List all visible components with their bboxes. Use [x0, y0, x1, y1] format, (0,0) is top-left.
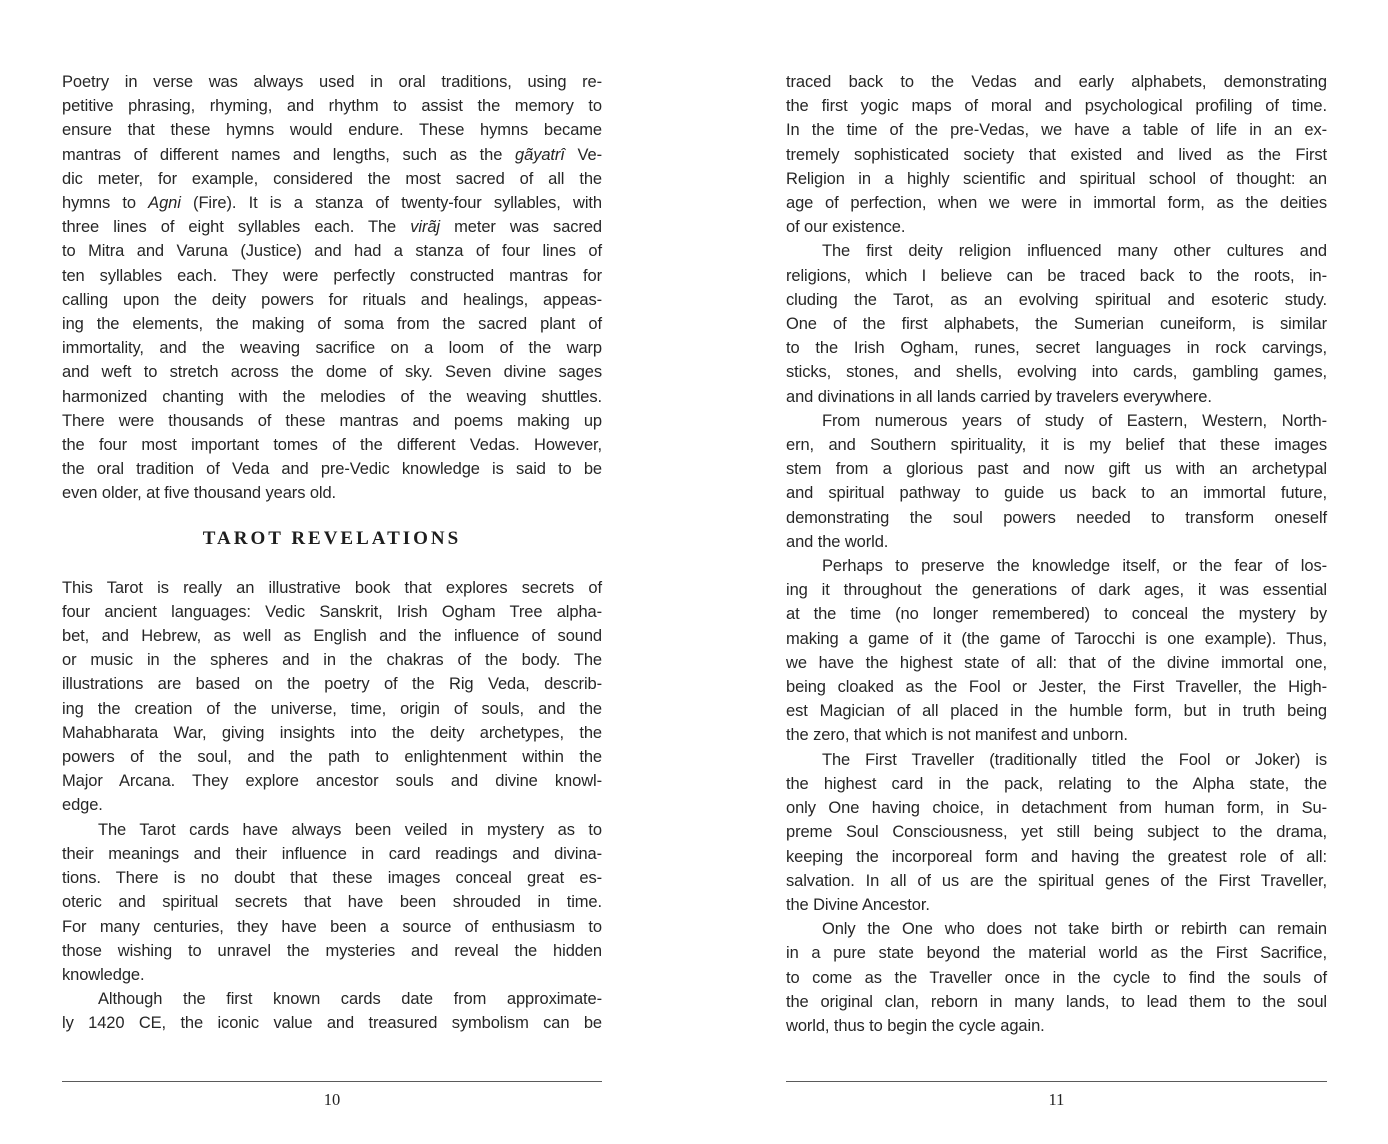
- paragraph: [786, 409, 1327, 554]
- text-line: ly 1420 CE, the iconic value and treasured symbolism can be: [62, 1014, 602, 1033]
- text-line: we have the highest state of all: that of the divine immortal one,: [786, 653, 1327, 672]
- text-line: the four most important tomes of the different Vedas. However,: [62, 436, 602, 455]
- text-line: powers of the soul, and the path to enlightenment within the: [62, 748, 602, 767]
- text-line: to come as the Traveller once in the cycle to find the souls of: [786, 968, 1327, 987]
- text-line: religions, which I believe can be traced back to the roots, in-: [786, 266, 1327, 285]
- text-line: ten syllables each. They were perfectly constructed mantras for: [62, 266, 602, 285]
- text-line: hymns to Agni (Fire). It is a stanza of twenty-four syllables, with: [62, 194, 602, 213]
- text-line: demonstrating the soul powers needed to transform oneself: [786, 508, 1327, 527]
- text-line: even older, at five thousand years old.: [62, 484, 337, 503]
- text-line: their meanings and their influence in card readings and divina-: [62, 844, 602, 863]
- text-line: One of the first alphabets, the Sumerian cuneiform, is similar: [786, 315, 1327, 334]
- paragraph: [62, 818, 602, 987]
- text-line: mantras of different names and lengths, such as the gãyatrî Ve-: [62, 145, 602, 164]
- text-line: This Tarot is really an illustrative book that explores secrets of: [62, 578, 602, 597]
- text-line: traced back to the Vedas and early alphabets, demonstrating: [786, 73, 1327, 91]
- text-line: There were thousands of these mantras and poems making up: [62, 411, 602, 430]
- text-line: three lines of eight syllables each. The virãj meter was sacred: [62, 218, 602, 237]
- text-line: stem from a glorious past and now gift us with an archetypal: [786, 460, 1327, 479]
- text-line: four ancient languages: Vedic Sanskrit, Irish Ogham Tree alpha-: [62, 602, 602, 621]
- text-line: For many centuries, they have been a source of enthusiasm to: [62, 917, 602, 936]
- text-line: est Magician of all placed in the humble form, but in truth being: [786, 702, 1327, 721]
- paragraph: [786, 554, 1327, 748]
- section-heading: TAROT REVELATIONS: [202, 527, 462, 549]
- text-line: of our existence.: [786, 218, 906, 237]
- text-line: calling upon the deity powers for rituals and healings, appeas-: [62, 290, 602, 309]
- page-right: [786, 70, 1327, 1130]
- text-line: and the world.: [786, 532, 889, 551]
- text-line: immortality, and the weaving sacrifice on a loom of the warp: [62, 339, 602, 358]
- text-line: and spiritual pathway to guide us back to an immortal future,: [786, 484, 1327, 503]
- text-line: Religion in a highly scientific and spiritual school of thought: an: [786, 169, 1327, 188]
- page-body-left: [62, 70, 602, 1036]
- text-line: at the time (no longer remembered) to conceal the mystery by: [786, 605, 1327, 624]
- text-line: salvation. In all of us are the spiritual genes of the First Traveller,: [786, 871, 1327, 890]
- text-line: From numerous years of study of Eastern, Western, North-: [822, 411, 1327, 430]
- text-line: ing the creation of the universe, time, origin of souls, and the: [62, 699, 602, 718]
- paragraph: [62, 576, 602, 818]
- text-line: The first deity religion influenced many other cultures and: [822, 242, 1327, 261]
- footer-rule: [786, 1081, 1327, 1082]
- text-line: illustrations are based on the poetry of the Rig Veda, describ-: [62, 675, 602, 694]
- text-line: tions. There is no doubt that these images conceal great es-: [62, 869, 602, 888]
- text-line: bet, and Hebrew, as well as English and the influence of sound: [62, 627, 602, 646]
- text-line: In the time of the pre-Vedas, we have a table of life in an ex-: [786, 121, 1327, 140]
- text-line: Although the first known cards date from approximate-: [98, 990, 602, 1009]
- text-line: Only the One who does not take birth or rebirth can remain: [822, 920, 1327, 939]
- text-line: world, thus to begin the cycle again.: [786, 1016, 1045, 1035]
- text-line: and divinations in all lands carried by travelers everywhere.: [786, 387, 1212, 406]
- text-line: those wishing to unravel the mysteries and reveal the hidden: [62, 941, 602, 960]
- text-line: in a pure state beyond the material world as the First Sacrifice,: [786, 944, 1327, 963]
- page-number: 11: [1048, 1090, 1065, 1109]
- text-line: being cloaked as the Fool or Jester, the First Traveller, the High-: [786, 678, 1327, 697]
- italic-term: Agni: [148, 194, 181, 213]
- text-line: dic meter, for example, considered the most sacred of all the: [62, 169, 602, 188]
- paragraph: [786, 239, 1327, 408]
- paragraph: [62, 987, 602, 1035]
- text-line: the zero, that which is not manifest and unborn.: [786, 726, 1128, 745]
- text-line: harmonized chanting with the melodies of the weaving shuttles.: [62, 387, 602, 406]
- text-line: Perhaps to preserve the knowledge itself, or the fear of los-: [822, 557, 1327, 576]
- text-line: the first yogic maps of moral and psychological profiling of time.: [786, 97, 1327, 116]
- text-line: or music in the spheres and in the chakras of the body. The: [62, 651, 602, 670]
- text-line: and weft to stretch across the dome of sky. Seven divine sages: [62, 363, 602, 382]
- text-line: cluding the Tarot, as an evolving spiritual and esoteric study.: [786, 290, 1327, 309]
- italic-term: gãyatrî: [515, 145, 565, 164]
- text-line: knowledge.: [62, 965, 145, 984]
- page-footer: [62, 1081, 602, 1110]
- text-line: the original clan, reborn in many lands, to lead them to the soul: [786, 992, 1327, 1011]
- text-line: Major Arcana. They explore ancestor souls and divine knowl-: [62, 772, 602, 791]
- text-line: age of perfection, when we were in immortal form, as the deities: [786, 194, 1327, 213]
- text-line: Poetry in verse was always used in oral traditions, using re-: [62, 73, 602, 91]
- text-line: to the Irish Ogham, runes, secret languages in rock carvings,: [786, 339, 1327, 358]
- text-line: edge.: [62, 796, 103, 815]
- text-line: ing it throughout the generations of dark ages, it was essential: [786, 581, 1327, 600]
- text-line: Mahabharata War, giving insights into the deity archetypes, the: [62, 723, 602, 742]
- text-line: ing the elements, the making of soma from the sacred plant of: [62, 315, 602, 334]
- text-line: the highest card in the pack, relating to the Alpha state, the: [786, 774, 1327, 793]
- text-line: oteric and spiritual secrets that have been shrouded in time.: [62, 893, 602, 912]
- page-number: 10: [323, 1090, 341, 1109]
- footer-rule: [62, 1081, 602, 1082]
- text-line: the oral tradition of Veda and pre-Vedic knowledge is said to be: [62, 460, 602, 479]
- paragraph: [62, 70, 602, 506]
- italic-term: virãj: [410, 218, 440, 237]
- text-line: the Divine Ancestor.: [786, 895, 930, 914]
- text-line: ensure that these hymns would endure. These hymns became: [62, 121, 602, 140]
- text-line: preme Soul Consciousness, yet still being subject to the drama,: [786, 823, 1327, 842]
- page-left: [62, 70, 602, 1130]
- text-line: keeping the incorporeal form and having the greatest role of all:: [786, 847, 1327, 866]
- text-line: only One having choice, in detachment from human form, in Su-: [786, 799, 1327, 818]
- paragraph: [786, 917, 1327, 1038]
- page-body-right: [786, 70, 1327, 1038]
- text-line: sticks, stones, and shells, evolving into cards, gambling games,: [786, 363, 1327, 382]
- text-line: petitive phrasing, rhyming, and rhythm to assist the memory to: [62, 97, 602, 116]
- page-footer: [786, 1081, 1327, 1110]
- text-line: ern, and Southern spirituality, it is my belief that these images: [786, 436, 1327, 455]
- paragraph: [786, 748, 1327, 917]
- paragraph: [786, 70, 1327, 239]
- text-line: making a game of it (the game of Tarocchi is one example). Thus,: [786, 629, 1327, 648]
- text-line: tremely sophisticated society that existed and lived as the First: [786, 145, 1327, 164]
- text-line: The Tarot cards have always been veiled in mystery as to: [98, 820, 602, 839]
- text-line: The First Traveller (traditionally titled the Fool or Joker) is: [822, 750, 1327, 769]
- text-line: to Mitra and Varuna (Justice) and had a stanza of four lines of: [62, 242, 602, 261]
